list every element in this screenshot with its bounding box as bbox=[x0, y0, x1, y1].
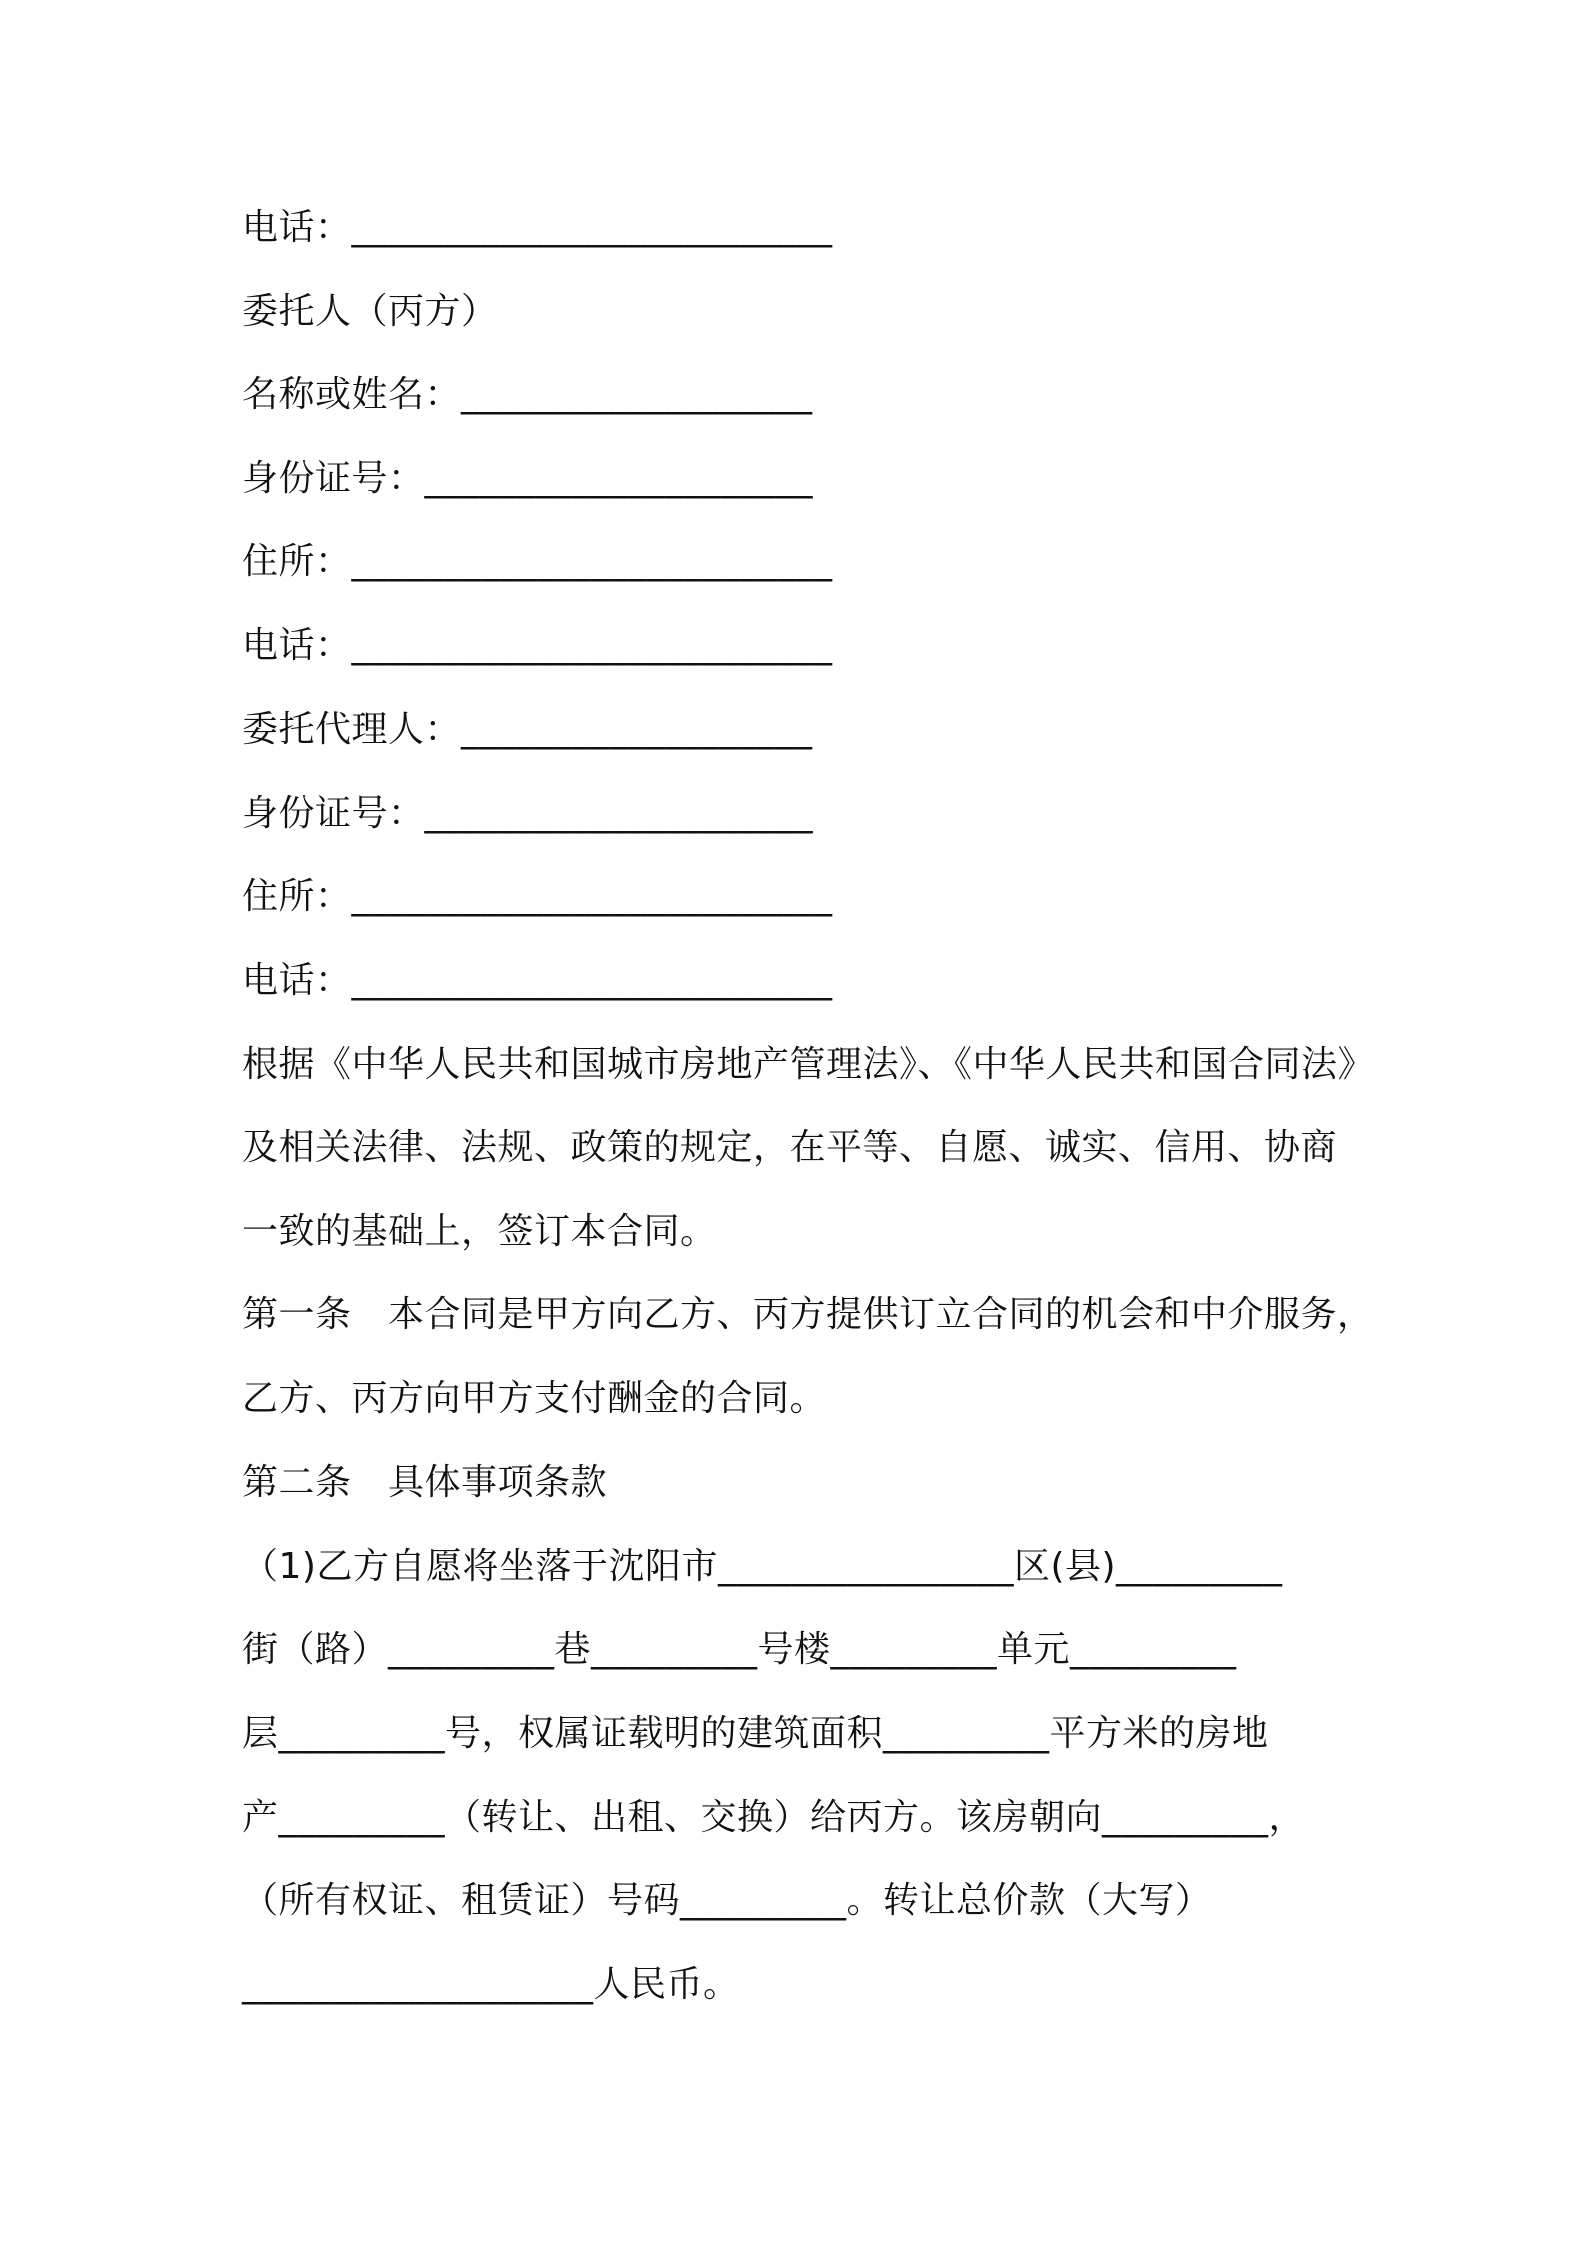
article-1-line-2: 乙方、丙方向甲方支付酬金的合同。 bbox=[242, 1378, 827, 1419]
preamble-line-3: 一致的基础上，签订本合同。 bbox=[242, 1211, 717, 1252]
agent-phone-line: 电话：__________________________ bbox=[242, 960, 833, 1001]
article-2-heading: 第二条 具体事项条款 bbox=[242, 1462, 608, 1503]
article-1-line-1: 第一条 本合同是甲方向乙方、丙方提供订立合同的机会和中介服务， bbox=[242, 1294, 1374, 1335]
preamble-line-1: 根据《中华人民共和国城市房地产管理法》、《中华人民共和国合同法》 bbox=[242, 1044, 1375, 1085]
article-2-item-1-line-6: ___________________人民币。 bbox=[242, 1964, 740, 2005]
party-c-phone-line: 电话：__________________________ bbox=[242, 625, 833, 666]
party-c-name-line: 名称或姓名：___________________ bbox=[242, 374, 813, 415]
article-2-item-1-line-2: 街（路）_________巷_________号楼_________单元_________ bbox=[242, 1629, 1237, 1670]
party-c-heading: 委托人（丙方） bbox=[242, 291, 498, 332]
article-2-item-1-line-5: （所有权证、租赁证）号码_________。转让总价款（大写） bbox=[242, 1880, 1212, 1921]
agent-address-line: 住所：__________________________ bbox=[242, 876, 833, 917]
party-c-address-line: 住所：__________________________ bbox=[242, 541, 833, 582]
article-2-item-1-line-3: 层_________号，权属证载明的建筑面积_________平方米的房地 bbox=[242, 1713, 1269, 1754]
party-c-id-line: 身份证号：_____________________ bbox=[242, 458, 814, 499]
agent-line: 委托代理人：___________________ bbox=[242, 709, 813, 750]
agent-id-line: 身份证号：_____________________ bbox=[242, 793, 814, 834]
phone-line-party-b: 电话：__________________________ bbox=[242, 207, 833, 248]
article-2-item-1-line-1: （1)乙方自愿将坐落于沈阳市________________区(县)_________ bbox=[242, 1546, 1283, 1587]
article-2-item-1-line-4: 产_________（转让、出租、交换）给丙方。该房朝向_________， bbox=[242, 1797, 1306, 1838]
preamble-line-2: 及相关法律、法规、政策的规定，在平等、自愿、诚实、信用、协商 bbox=[242, 1127, 1338, 1168]
